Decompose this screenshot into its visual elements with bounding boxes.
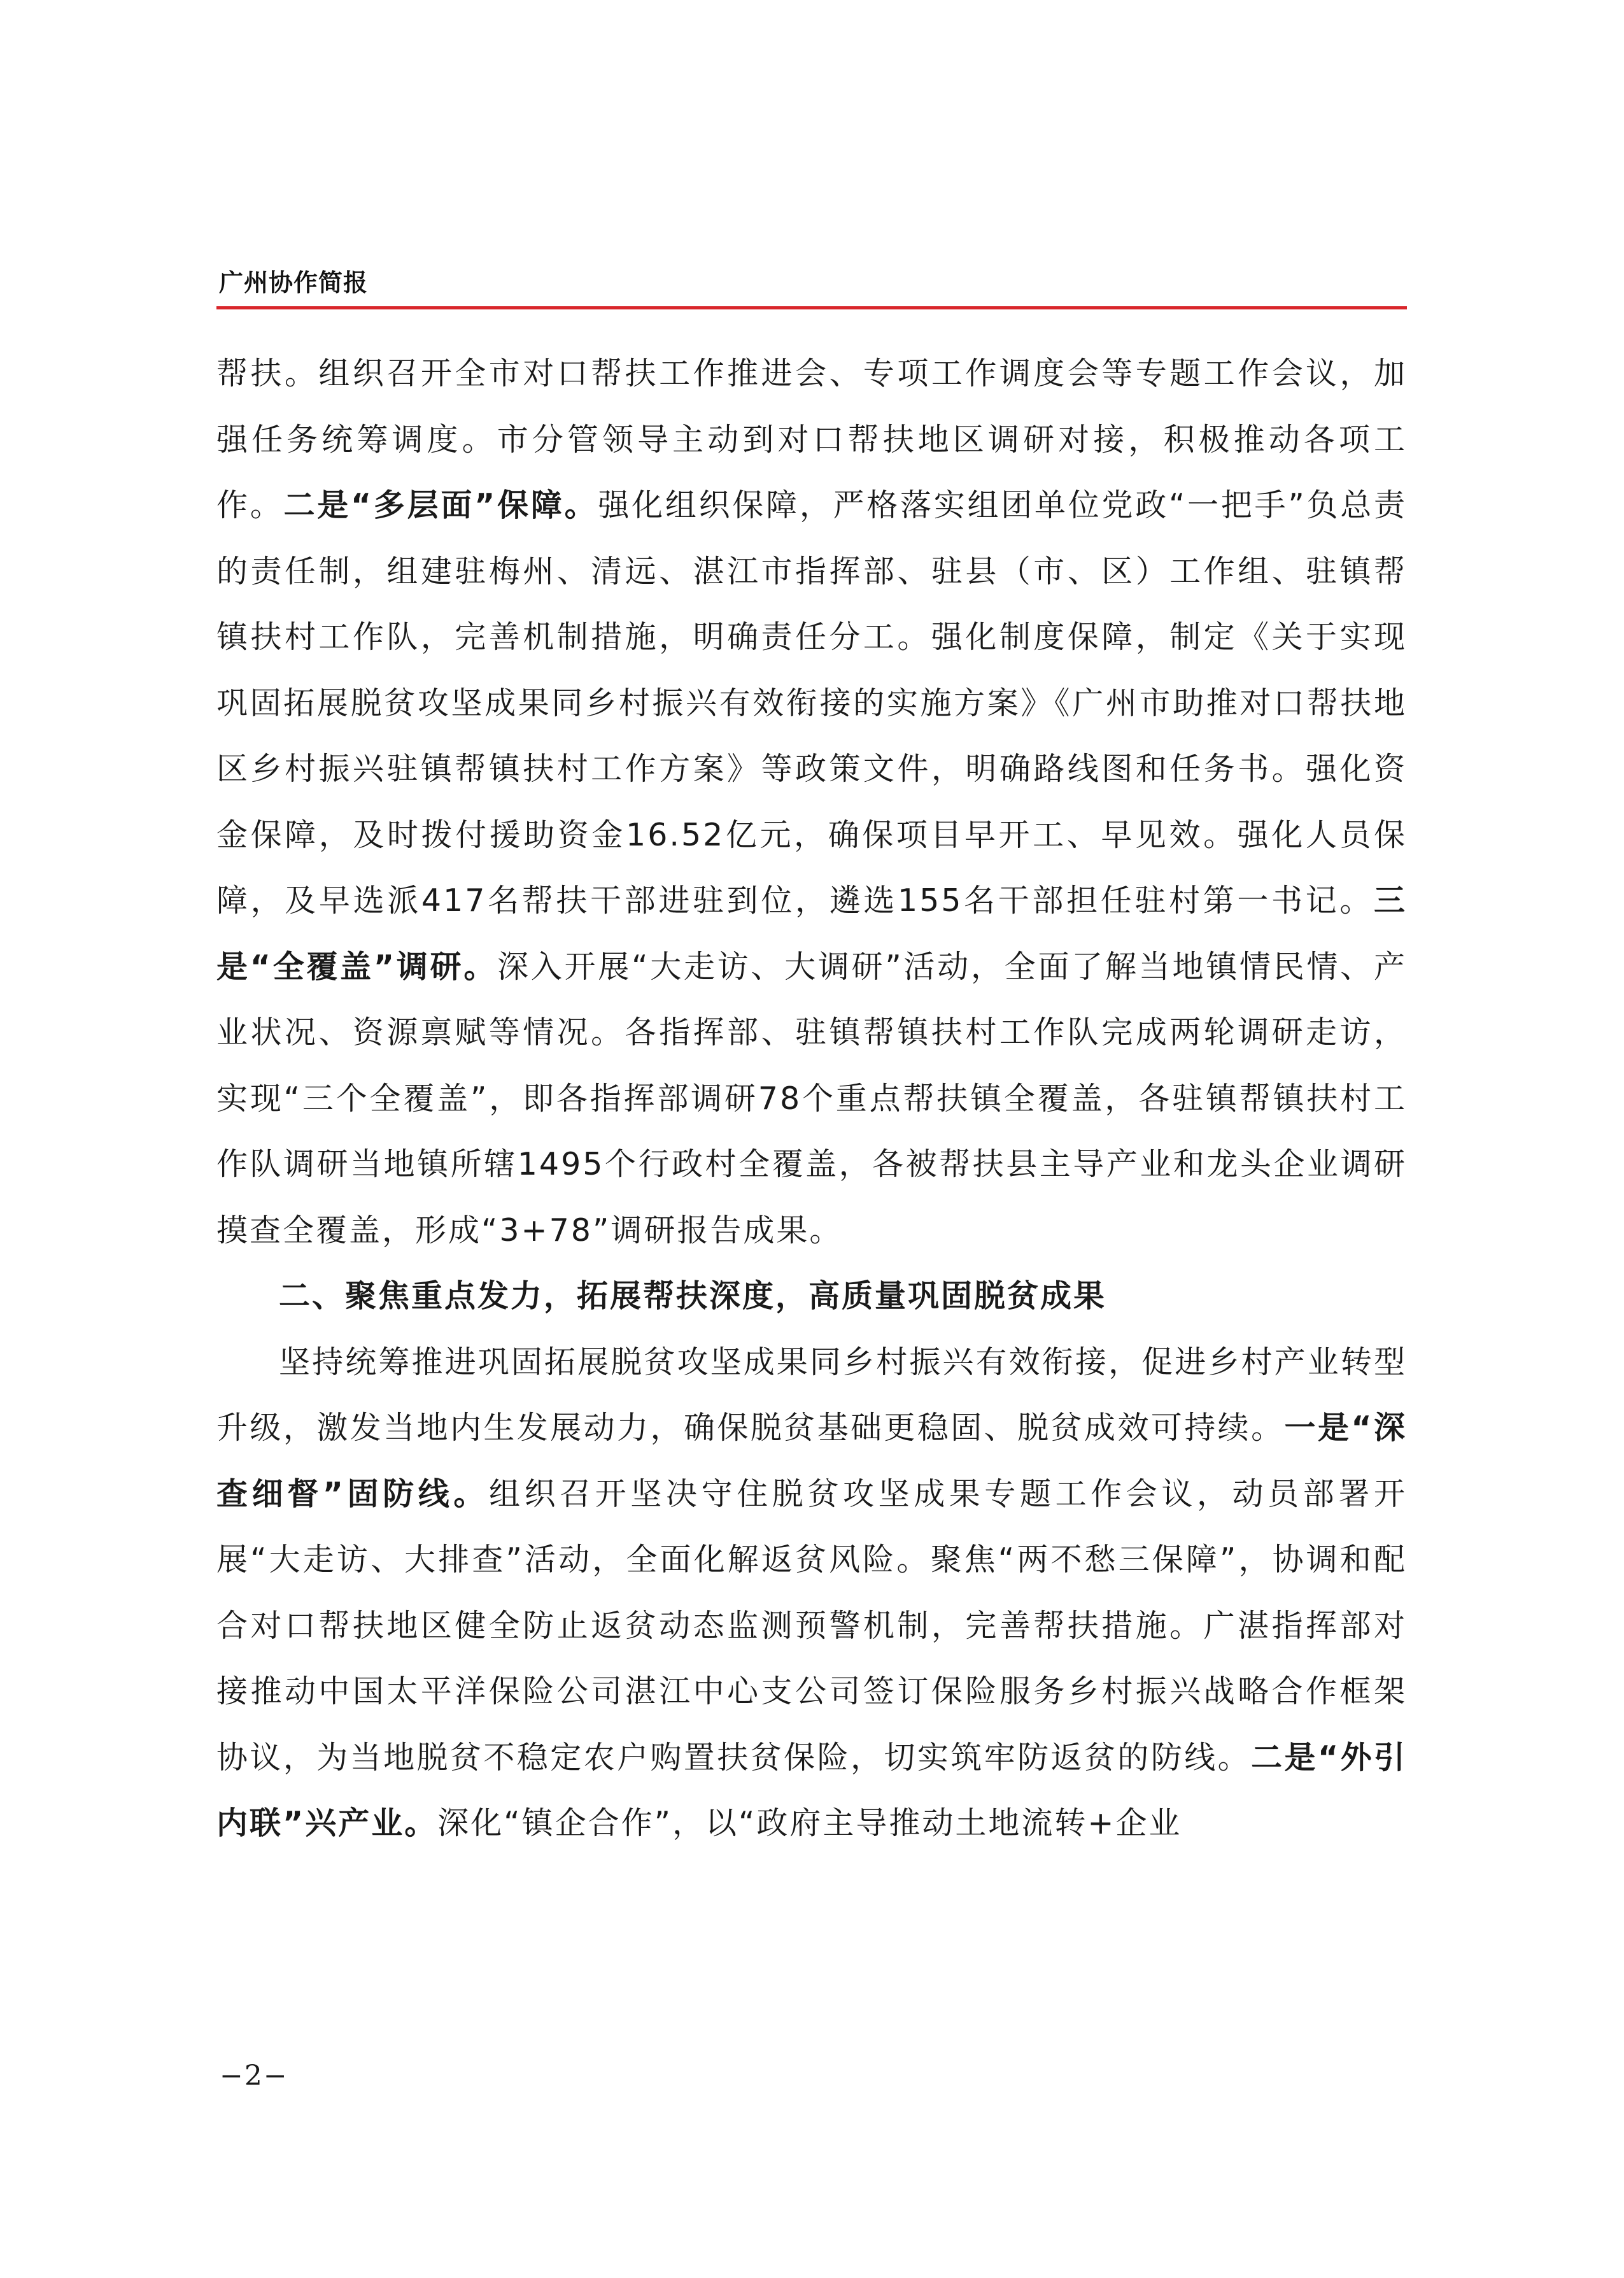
paragraph-text: 深化“镇企合作”，以“政府主导推动土地流转+企业 <box>437 1805 1182 1841</box>
paragraph-text: 帮扶。组织召开全市对口帮扶工作推进会、专项工作调度会等专题工作会议，加强任务统筹调度。市分管领导主动到对口帮扶地区调研对接，积极推动各项工作。 <box>216 355 1407 523</box>
paragraph <box>216 1329 1407 1857</box>
header-divider <box>216 306 1407 309</box>
bold-lead: 三是“全覆盖”调研。 <box>216 882 1407 985</box>
bold-lead: 一是“深查细督”固防线。 <box>216 1410 1407 1512</box>
document-body <box>216 341 1407 1857</box>
bold-lead: 二是“外引内联”兴产业。 <box>216 1739 1407 1841</box>
section-heading: 二、聚焦重点发力，拓展帮扶深度，高质量巩固脱贫成果 <box>279 1278 1107 1314</box>
paragraph-continuation <box>216 341 1407 1263</box>
page-header <box>216 258 1407 309</box>
page-number: −2− <box>220 2060 288 2092</box>
publication-title: 广州协作简报 <box>219 269 369 297</box>
paragraph-text: 组织召开坚决守住脱贫攻坚成果专题工作会议，动员部署开展“大走访、大排查”活动，全面化解返贫风险。聚焦“两不愁三保障”，协调和配合对口帮扶地区健全防止返贫动态监测预警机制，完善帮扶措施。广湛指挥部对接推动中国太平洋保险公司湛江中心支公司签订保险服务乡村振兴战略合作框架协议，为当地脱贫不稳定农户购置扶贫保险，切实筑牢防返贫的防线。 <box>216 1475 1407 1776</box>
paragraph-text: 深入开展“大走访、大调研”活动，全面了解当地镇情民情、产业状况、资源禀赋等情况。各指挥部、驻镇帮镇扶村工作队完成两轮调研走访，实现“三个全覆盖”，即各指挥部调研78个重点帮扶镇全覆盖，各驻镇帮镇扶村工作队调研当地镇所辖1495个行政村全覆盖，各被帮扶县主导产业和龙头企业调研摸查全覆盖，形成“3+78”调研报告成果。 <box>216 948 1407 1249</box>
paragraph-text: 坚持统筹推进巩固拓展脱贫攻坚成果同乡村振兴有效衔接，促进乡村产业转型升级，激发当地内生发展动力，确保脱贫基础更稳固、脱贫成效可持续。 <box>216 1343 1407 1446</box>
paragraph-text: 强化组织保障，严格落实组团单位党政“一把手”负总责的责任制，组建驻梅州、清远、湛江市指挥部、驻县（市、区）工作组、驻镇帮镇扶村工作队，完善机制措施，明确责任分工。强化制度保障，制定《关于实现巩固拓展脱贫攻坚成果同乡村振兴有效衔接的实施方案》《广州市助推对口帮扶地区乡村振兴驻镇帮镇扶村工作方案》等政策文件，明确路线图和任务书。强化资金保障，及时拨付援助资金16.52亿元，确保项目早开工、早见效。强化人员保障，及早选派417名帮扶干部进驻到位，遴选155名干部担任驻村第一书记。 <box>216 487 1407 919</box>
bold-lead: 二是“多层面”保障。 <box>283 487 598 523</box>
